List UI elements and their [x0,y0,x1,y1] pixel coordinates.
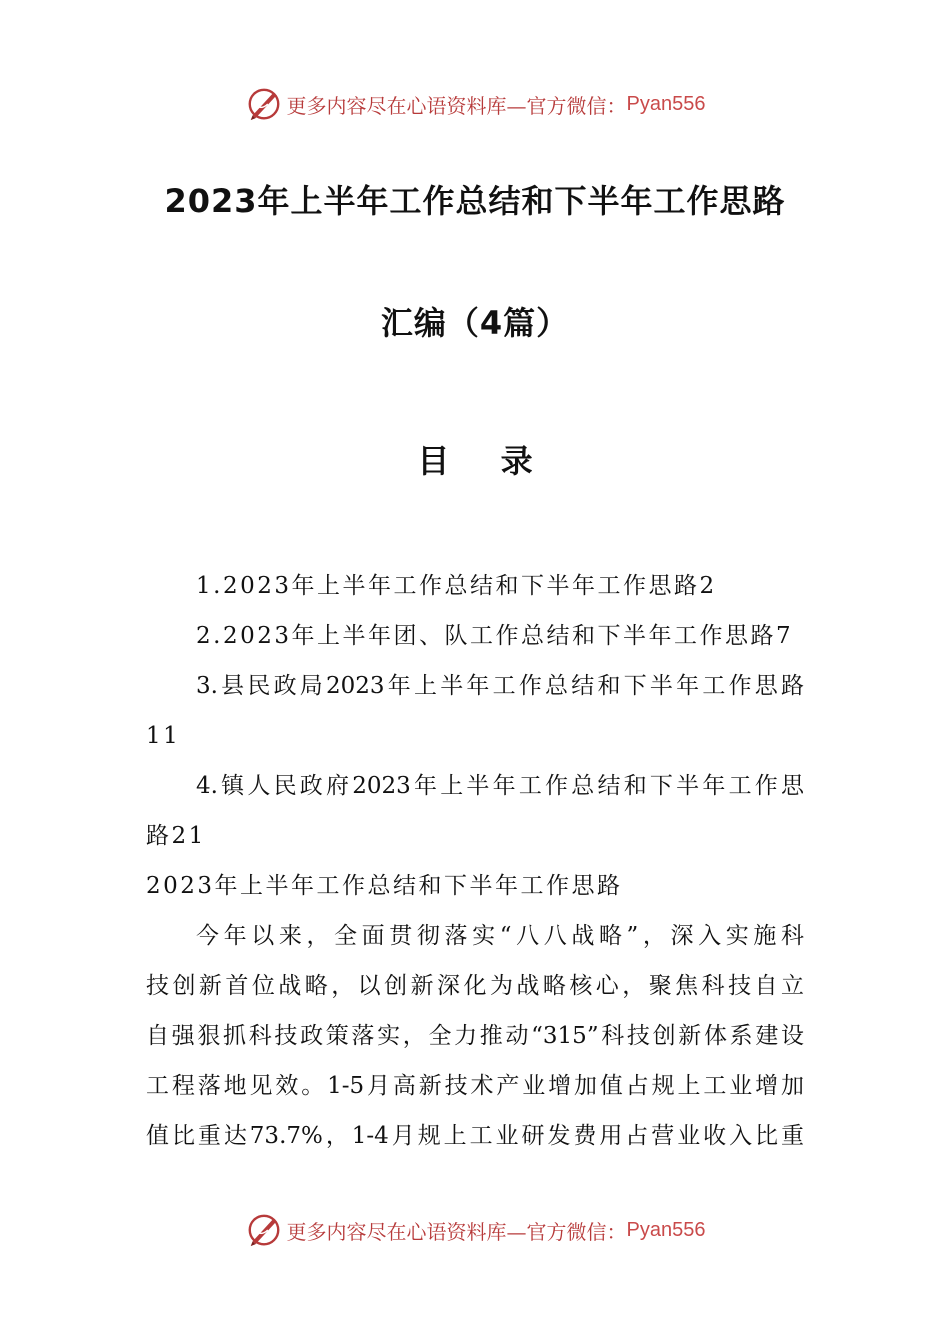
pen-logo-icon [245,1211,283,1249]
toc-item-1[interactable]: 1.2023年上半年工作总结和下半年工作思路2 [196,573,717,599]
watermark-text: 更多内容尽在心语资料库—官方微信： [286,93,627,118]
body-line-4: 工程落地见效。1-5月高新技术产业增加值占规上工业增加 [146,1073,804,1099]
watermark-text: 更多内容尽在心语资料库—官方微信： [286,1219,627,1244]
toc-item-4-page[interactable]: 路21 [146,823,206,849]
body-line-2: 技创新首位战略，以创新深化为战略核心，聚焦科技自立 [146,973,804,999]
document-title-line-2: 汇编（4篇） [380,304,570,342]
body-line-3: 自强狠抓科技政策落实，全力推动“315”科技创新体系建设 [146,1023,804,1049]
header-watermark [0,84,950,124]
body-line-5: 值比重达73.7%，1-4月规上工业研发费用占营业收入比重 [146,1123,804,1149]
watermark-wechat-id: Pyan556 [626,1218,706,1241]
toc-item-3[interactable]: 3.县民政局2023年上半年工作总结和下半年工作思路 [196,673,804,699]
section-title: 2023年上半年工作总结和下半年工作思路 [146,873,623,899]
watermark-wechat-id: Pyan556 [626,92,706,115]
body-line-1: 今年以来，全面贯彻落实“八八战略”，深入实施科 [196,923,804,949]
footer-watermark [0,1210,950,1250]
document-title-line-1: 2023年上半年工作总结和下半年工作思路 [164,182,786,220]
toc-item-3-page[interactable]: 11 [146,723,181,749]
pen-logo-icon [245,85,283,123]
toc-heading: 目 录 [417,442,553,480]
toc-item-4[interactable]: 4.镇人民政府2023年上半年工作总结和下半年工作思 [196,773,804,799]
toc-item-2[interactable]: 2.2023年上半年团、队工作总结和下半年工作思路7 [196,623,794,649]
